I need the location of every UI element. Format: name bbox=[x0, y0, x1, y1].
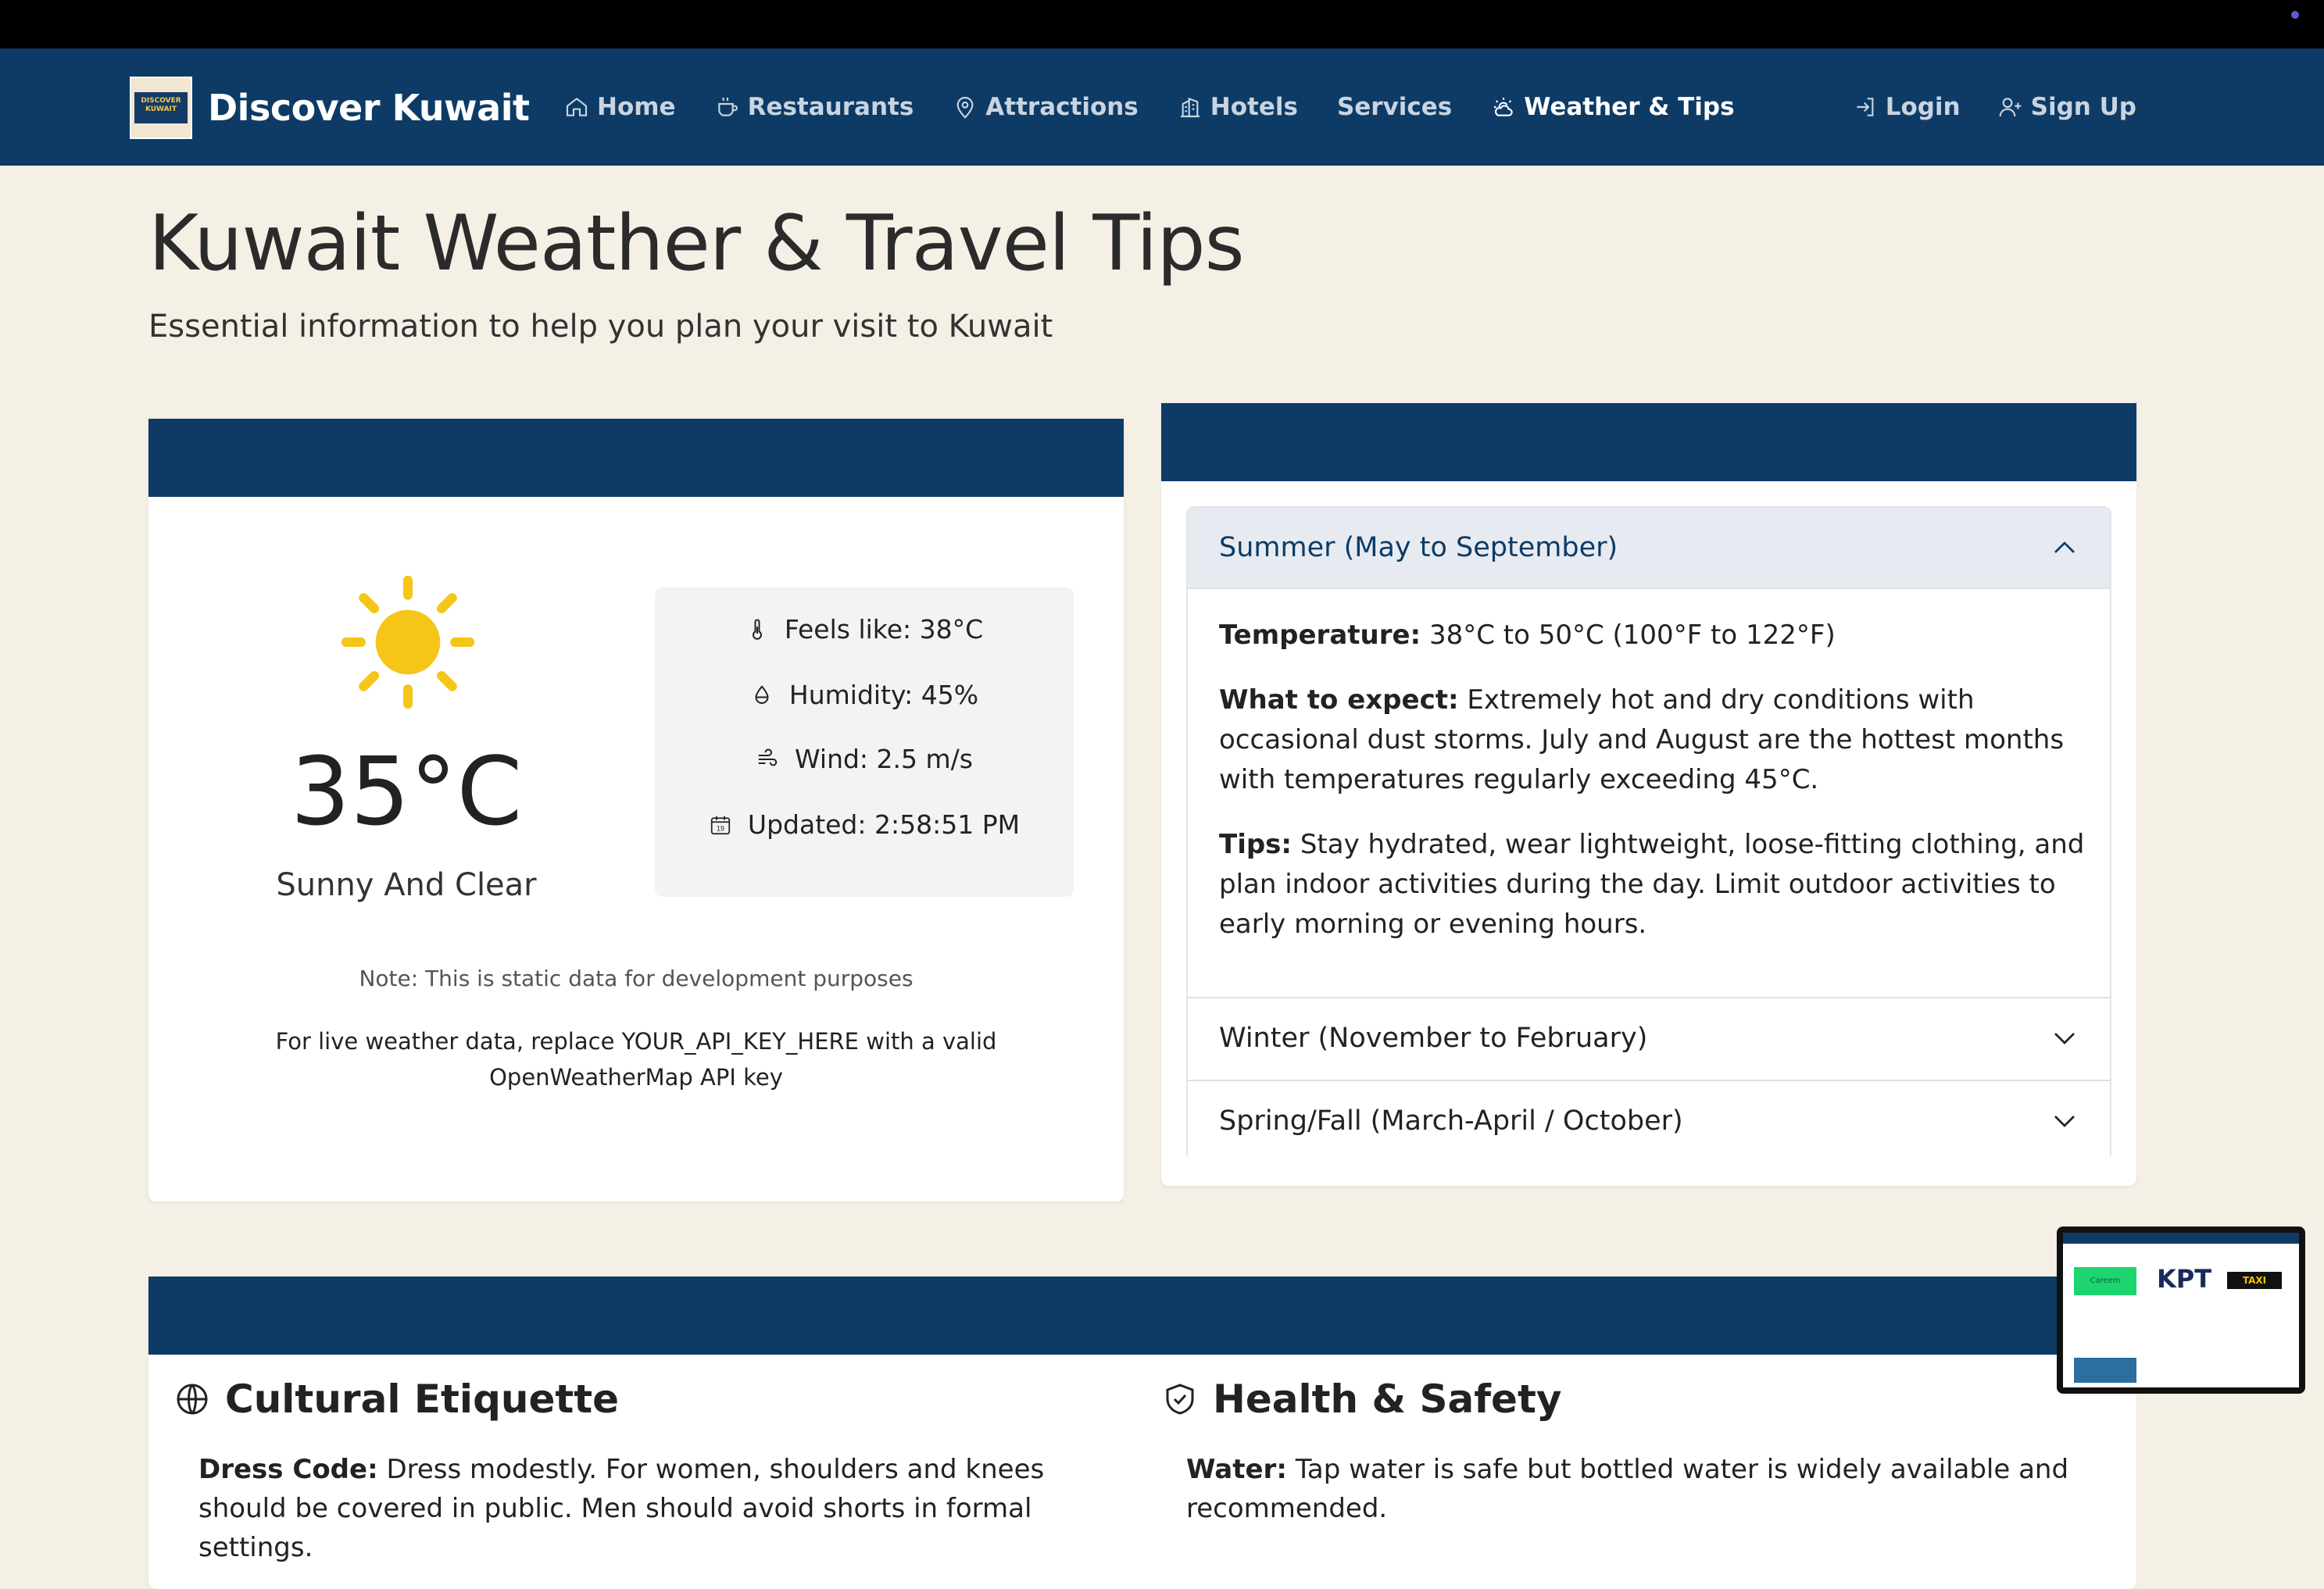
page-title: Kuwait Weather & Travel Tips bbox=[148, 199, 1244, 288]
seasons-accordion bbox=[1186, 506, 2111, 1161]
signup-link[interactable] bbox=[1998, 93, 2136, 121]
main-nav bbox=[564, 48, 1735, 166]
login-label: Login bbox=[1885, 93, 1961, 121]
summer-expect: What to expect: Extremely hot and dry conditions with occasional dust storms. July and August are the hottest months with temperatures regularly exceeding 45°C. bbox=[1219, 684, 2065, 795]
cloud-sun-icon bbox=[1491, 95, 1516, 120]
user-plus-icon bbox=[1998, 95, 2023, 120]
weather-condition: Sunny And Clear bbox=[276, 867, 537, 903]
brand-name: Discover Kuwait bbox=[208, 87, 530, 129]
thumbnail-taxi: TAXI bbox=[2227, 1272, 2282, 1289]
sun-icon bbox=[341, 575, 475, 709]
login-link[interactable] bbox=[1853, 93, 1961, 121]
nav-weather-tips[interactable] bbox=[1491, 93, 1734, 121]
thermometer-icon bbox=[745, 616, 769, 643]
accordion-spring-header[interactable] bbox=[1188, 1080, 2110, 1161]
globe-icon bbox=[173, 1380, 211, 1418]
auth-links bbox=[1853, 48, 2136, 166]
dress-code-text: Dress Code: Dress modestly. For women, shoulders and knees should be covered in public. Men should avoid shorts in formal settings. bbox=[198, 1454, 1045, 1563]
building-icon bbox=[1178, 95, 1203, 120]
nav-services-label: Services bbox=[1336, 93, 1453, 121]
status-dot bbox=[2291, 11, 2299, 19]
health-safety-heading bbox=[1161, 1377, 1561, 1422]
preview-thumbnail[interactable] bbox=[2057, 1227, 2305, 1394]
summer-tips: Tips: Stay hydrated, wear lightweight, loose-fitting clothing, and plan indoor activities during the day. Limit outdoor activities to early morning or evening hours. bbox=[1219, 829, 2085, 940]
thumbnail-kpt: KPT bbox=[2157, 1264, 2212, 1294]
winter-title: Winter (November to February) bbox=[1219, 1023, 1648, 1054]
signup-label: Sign Up bbox=[2030, 93, 2136, 121]
svg-text:19: 19 bbox=[717, 824, 724, 832]
nav-home-label: Home bbox=[597, 93, 676, 121]
api-key-note: For live weather data, replace YOUR_API_KEY_HERE with a valid OpenWeatherMap API key bbox=[275, 1028, 997, 1091]
nav-attractions-label: Attractions bbox=[985, 93, 1139, 121]
droplet-icon bbox=[750, 682, 774, 709]
brand-logo: DISCOVER KUWAIT bbox=[130, 77, 192, 139]
window-top-bar bbox=[0, 0, 2324, 48]
chevron-down-icon bbox=[2050, 1107, 2079, 1135]
humidity-row bbox=[655, 680, 1074, 710]
shield-check-icon bbox=[1161, 1380, 1199, 1418]
navbar bbox=[0, 48, 2324, 166]
home-icon bbox=[564, 95, 589, 120]
weather-details bbox=[655, 587, 1074, 897]
spring-title: Spring/Fall (March-April / October) bbox=[1219, 1105, 1683, 1137]
humidity-text: Humidity: 45% bbox=[788, 680, 979, 710]
nav-restaurants-label: Restaurants bbox=[747, 93, 914, 121]
chevron-up-icon bbox=[2050, 534, 2079, 562]
updated-text: Updated: 2:58:51 PM bbox=[747, 809, 1021, 840]
water-text: Water: Tap water is safe but bottled water is widely available and recommended. bbox=[1186, 1454, 2069, 1524]
nav-restaurants[interactable] bbox=[715, 93, 914, 121]
accordion-winter-header[interactable] bbox=[1188, 997, 2110, 1078]
travel-tips-header bbox=[148, 1277, 2136, 1355]
temperature-value: 35°C bbox=[290, 738, 523, 847]
weather-card-header bbox=[148, 419, 1124, 497]
updated-row bbox=[655, 809, 1074, 840]
cultural-etiquette-title: Cultural Etiquette bbox=[225, 1377, 620, 1422]
nav-weather-tips-label: Weather & Tips bbox=[1524, 93, 1735, 121]
health-safety-title: Health & Safety bbox=[1213, 1377, 1562, 1422]
map-pin-icon bbox=[953, 95, 978, 120]
cup-icon bbox=[715, 95, 740, 120]
tips-card-header bbox=[1161, 403, 2136, 481]
feels-like-row bbox=[655, 614, 1074, 645]
calendar-icon bbox=[709, 812, 732, 838]
thumbnail-careem: Careem bbox=[2074, 1267, 2136, 1295]
nav-hotels-label: Hotels bbox=[1210, 93, 1298, 121]
static-data-note: Note: This is static data for development purposes bbox=[359, 966, 914, 991]
chevron-down-icon bbox=[2050, 1024, 2079, 1052]
nav-services[interactable] bbox=[1337, 93, 1452, 121]
thumbnail-image bbox=[2074, 1358, 2136, 1383]
feels-like-text: Feels like: 38°C bbox=[784, 614, 984, 645]
summer-title: Summer (May to September) bbox=[1219, 532, 1618, 563]
page-subtitle: Essential information to help you plan your visit to Kuwait bbox=[148, 309, 1053, 345]
cultural-etiquette-heading bbox=[173, 1377, 619, 1422]
brand[interactable] bbox=[130, 77, 529, 139]
nav-home[interactable] bbox=[564, 93, 676, 121]
summer-temperature: Temperature: 38°C to 50°C (100°F to 122°F) bbox=[1219, 620, 1836, 651]
wind-text: Wind: 2.5 m/s bbox=[795, 744, 973, 774]
login-icon bbox=[1853, 95, 1878, 120]
wind-row bbox=[655, 744, 1074, 774]
nav-attractions[interactable] bbox=[953, 93, 1138, 121]
wind-icon bbox=[756, 746, 779, 773]
summer-body bbox=[1219, 616, 2086, 969]
nav-hotels[interactable] bbox=[1178, 93, 1298, 121]
accordion-summer-header[interactable] bbox=[1188, 508, 2110, 589]
